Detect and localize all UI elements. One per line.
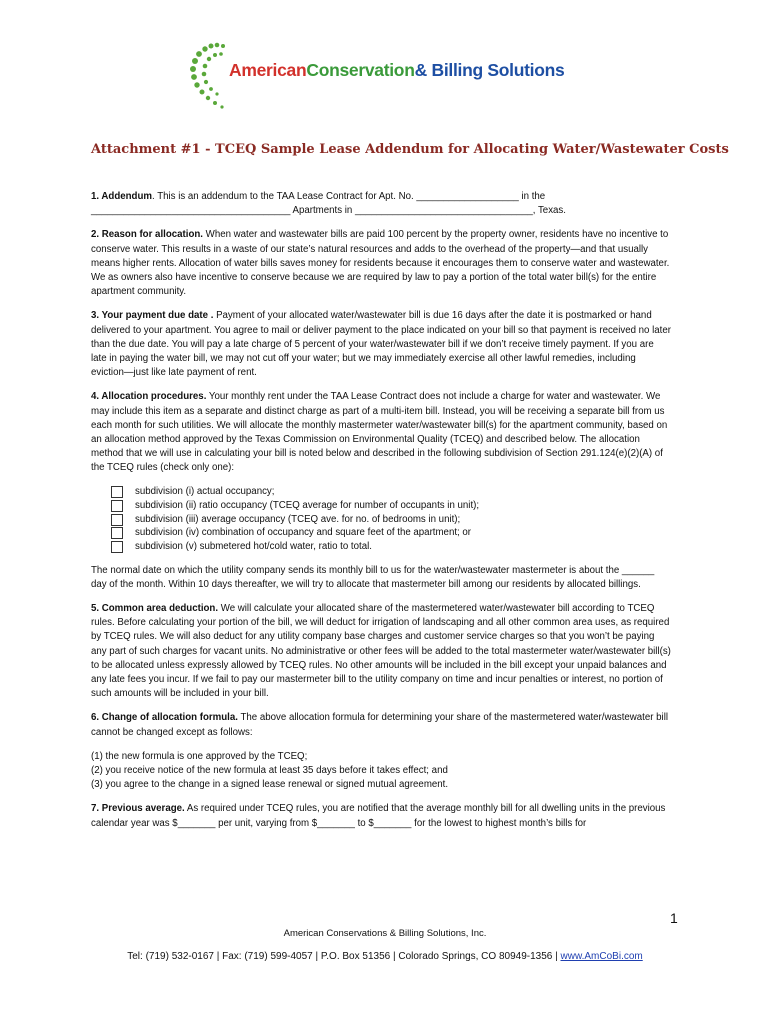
option-row [111, 486, 671, 500]
section-heading: 7. Previous average. [91, 803, 185, 815]
option-label: subdivision (v) submetered hot/cold water, ratio to total. [135, 540, 372, 552]
section-billing-date: The normal date on which the utility company sends its monthly bill to us for the water/wastewater mastermeter is about the ______ day of the month. Within 10 days thereafter, we will try to allocate that mastermeter bill among our residents by allocated billings. [91, 564, 655, 590]
section-heading: 3. Your payment due date . [91, 310, 214, 322]
change-conditions [91, 750, 671, 793]
swirl-logo-icon [183, 40, 233, 116]
section-common-area [91, 602, 671, 701]
section-change-formula [91, 711, 671, 739]
section-text: When water and wastewater bills are paid 100 percent by the property owner, residents have no incentive to conserve water. This results in a waste of our state’s natural resources and adds to the overhead of the property—and that usually means higher rents. Allocation of water bills saves money for residents because it encourages them to conserve water and wastewater. We as owners also have incentive to conserve because we are required by law to pay a portion of the total water bill(s) for the entire apartment community. [91, 229, 670, 298]
option-label: subdivision (iv) combination of occupancy and square feet of the apartment; or [135, 527, 472, 539]
section-heading: 4. Allocation procedures. [91, 391, 207, 403]
logo-part-conservation: Conservation [306, 60, 415, 80]
document-body [91, 190, 671, 841]
option-label: subdivision (i) actual occupancy; [135, 486, 275, 498]
section-payment-due [91, 309, 671, 380]
section-addendum [91, 190, 671, 218]
option-label: subdivision (iii) average occupancy (TCEQ ave. for no. of bedrooms in unit); [135, 513, 461, 525]
allocation-options [111, 486, 671, 554]
section-text: We will calculate your allocated share of the mastermetered water/wastewater bill according to TCEQ rules. Before calculating your portion of the bill, we will deduct for irrigation of landscaping and all other common area uses, as required by TCEQ rules. We will also deduct for any utility company base charges and customer service charges so that you won’t be paying any part of such charges for vacant units. No administrative or other fees will be added to the total mastermeter water/wastewater bill(s) to be allocated unless expressly allowed by TCEQ rules. No other amounts will be included in the bill except your unpaid balances and any late fees you incur. If we fail to pay our mastermeter bill to the utility company on time and incur penalties or interest, no portion of such amounts will be included in your bill. [91, 603, 671, 700]
section-text: As required under TCEQ rules, you are notified that the average monthly bill for all dwelling units in the previous calendar year was $_______ per unit, varying from $_______ to $_______ for the lowest to highest month’s bills for [91, 803, 666, 829]
option-checkbox[interactable] [111, 486, 123, 498]
section-heading: 2. Reason for allocation. [91, 229, 203, 241]
page-number: 1 [670, 910, 678, 926]
option-row [111, 499, 671, 513]
section-heading: 6. Change of allocation formula. [91, 712, 238, 724]
company-logo [183, 40, 603, 116]
section-text: The above allocation formula for determining your share of the mastermetered water/wastewater bill cannot be changed except as follows: [91, 712, 669, 738]
option-checkbox[interactable] [111, 527, 123, 539]
footer-company: American Conservations & Billing Solutions, Inc. [283, 928, 487, 939]
document-title: Attachment #1 - TCEQ Sample Lease Addendum for Allocating Water/Wastewater Costs [91, 142, 729, 157]
option-row [111, 526, 671, 540]
section-heading: 1. Addendum [91, 191, 152, 202]
section-text: . This is an addendum to the TAA Lease Contract for Apt. No. ___________________ in the _____________________________________ Apartments in _________________________________, Texas. [91, 191, 566, 217]
option-row [111, 513, 671, 527]
section-reason [91, 228, 671, 299]
logo-part-billing: & Billing Solutions [414, 60, 565, 80]
section-text: Your monthly rent under the TAA Lease Contract does not include a charge for water and wastewater. We may include this item as a separate and distinct charge as part of a multi-item bill. Instead, you will be receiving a separate bill from us each month for such utilities. We will allocate the monthly mastermeter water/wastewater bill(s) for the apartment community, based on an allocation method approved by the Texas Commission on Environmental Quality (TCEQ) and described below. The allocation method that we will use in calculating your bill is noted below and described in the following subdivision of Section 291.124(e)(2)(A) of the TCEQ rules (check only one): [91, 391, 668, 474]
condition-item: (2) you receive notice of the new formula at least 35 days before it takes effect; and [91, 765, 448, 777]
option-row [111, 540, 671, 554]
contact-details: Tel: (719) 532-0167 | Fax: (719) 599-4057 | P.O. Box 51356 | Colorado Springs, CO 80949-1356 | [127, 951, 561, 962]
condition-item: (3) you agree to the change in a signed lease renewal or signed mutual agreement. [91, 779, 449, 791]
footer-contact [0, 951, 770, 962]
option-checkbox[interactable] [111, 514, 123, 526]
section-allocation [91, 390, 671, 475]
section-text: Payment of your allocated water/wastewater bill is due 16 days after the date it is postmarked or hand delivered to your apartment. You agree to mail or deliver payment to the place indicated on your bill so that payment is received no later than the due date. You will pay a late charge of 5 percent of your water/wastewater bill if we don’t receive timely payment. If you are late in paying the water bill, we may not cut off your water; but we may immediately exercise all other lawful remedies, including eviction—just like late payment of rent. [91, 310, 671, 379]
option-label: subdivision (ii) ratio occupancy (TCEQ average for number of occupants in unit); [135, 499, 480, 511]
logo-wordmark [229, 60, 564, 81]
section-heading: 5. Common area deduction. [91, 603, 219, 615]
option-checkbox[interactable] [111, 541, 123, 553]
logo-part-american: American [229, 60, 307, 80]
website-link[interactable]: www.AmCoBi.com [560, 951, 643, 962]
condition-item: (1) the new formula is one approved by the TCEQ; [91, 750, 308, 762]
option-checkbox[interactable] [111, 500, 123, 512]
section-previous-average [91, 802, 671, 830]
